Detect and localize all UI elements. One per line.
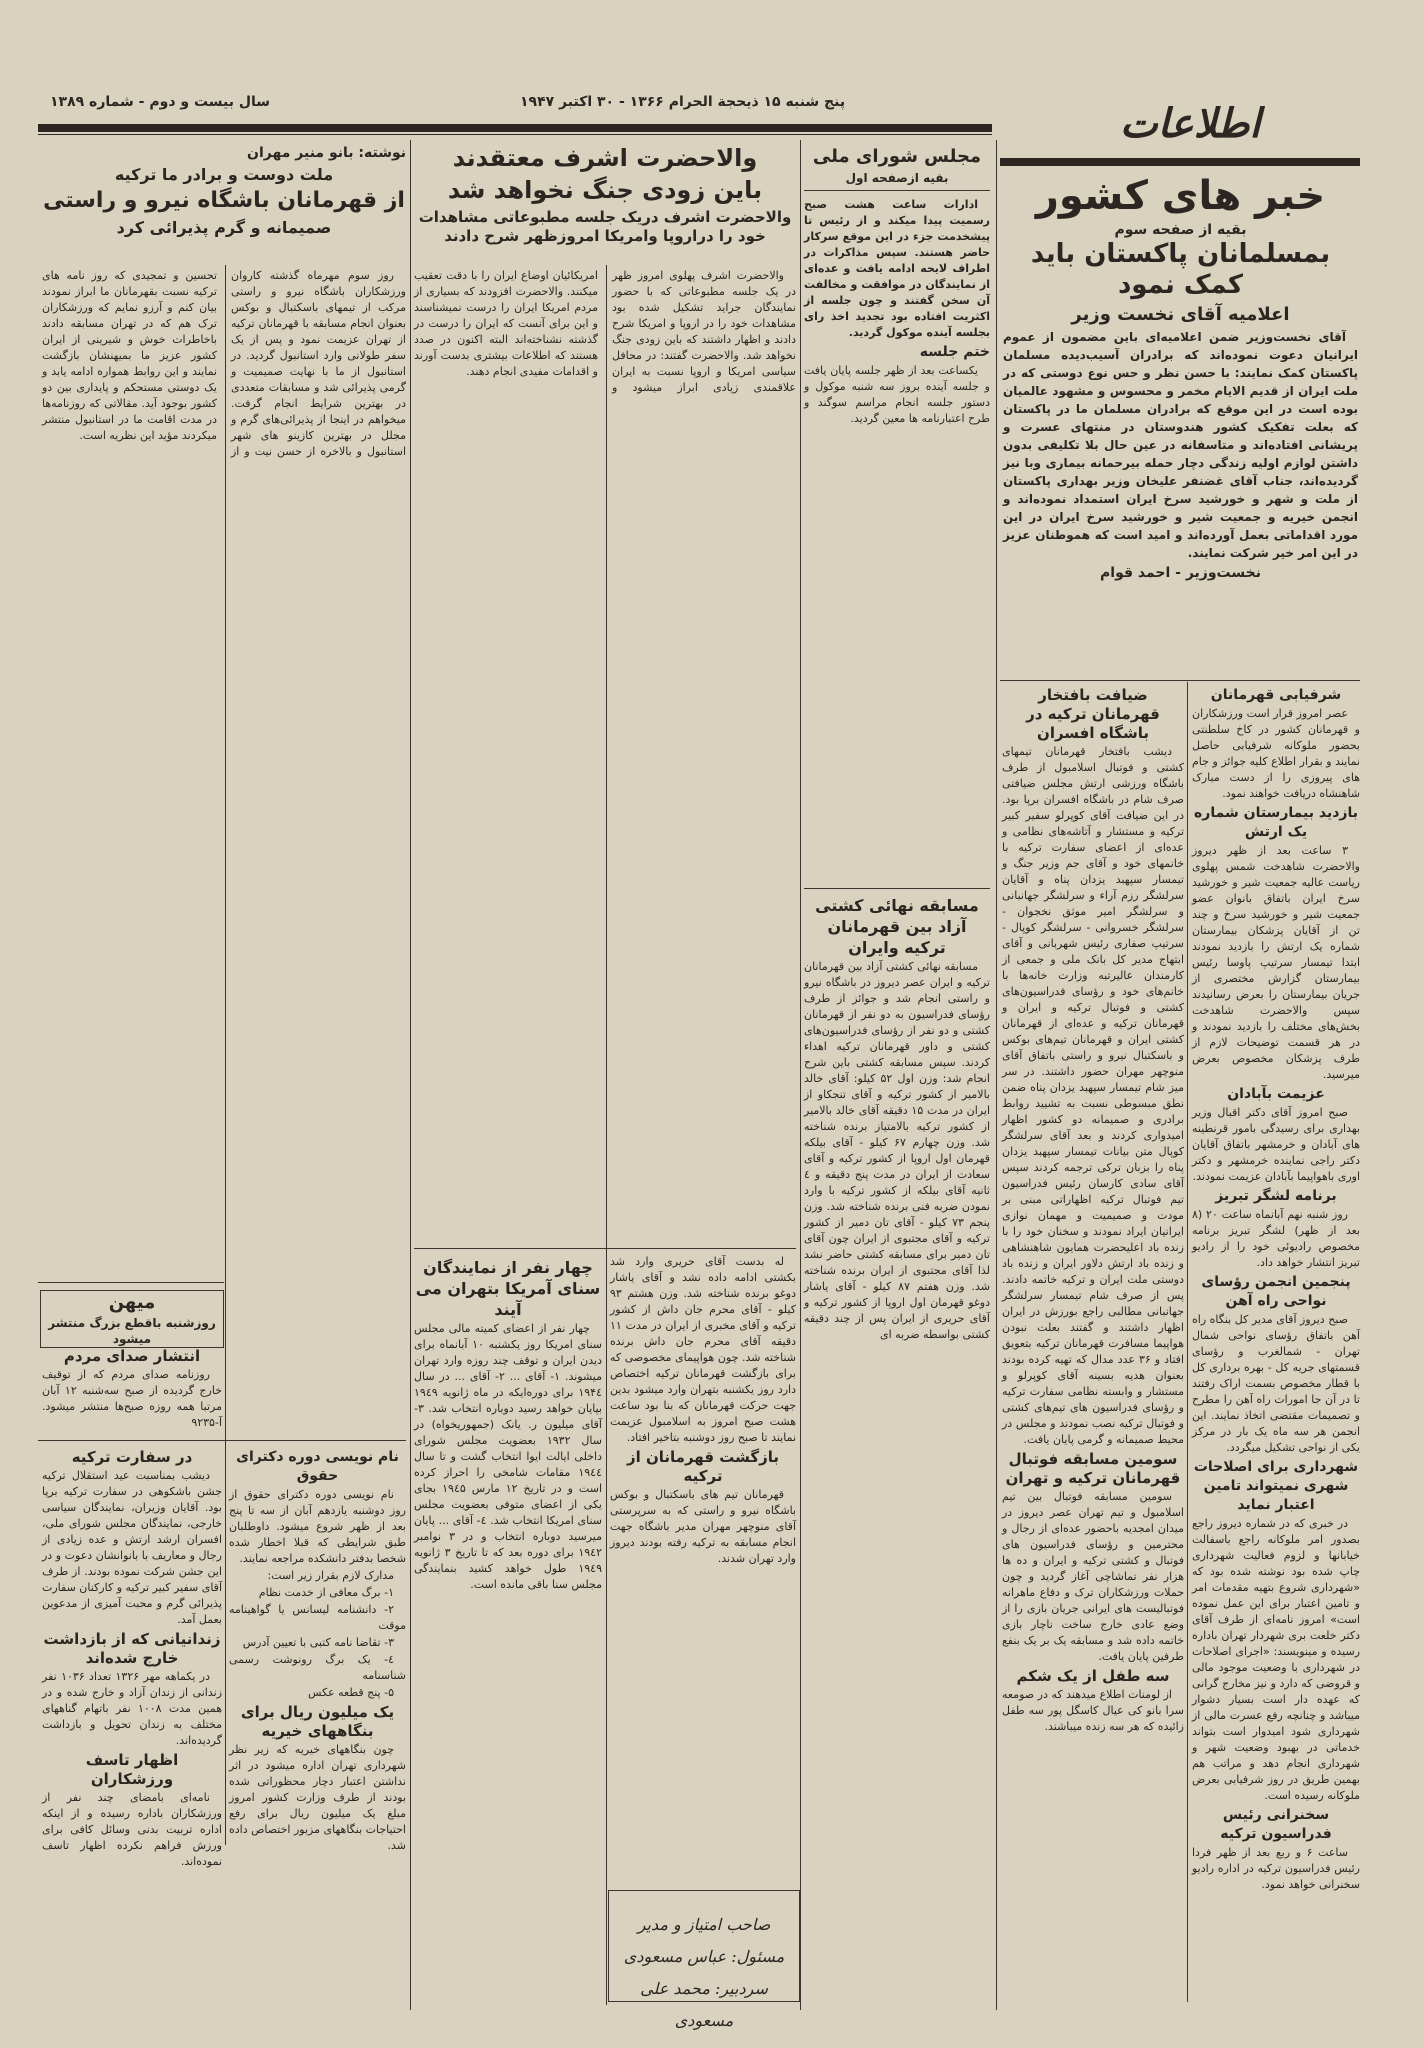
column-divider [1187, 682, 1188, 2002]
headline: والاحضرت اشرف معتقدند [452, 144, 758, 172]
headline: از قهرمانان باشگاه نیرو و راستی [43, 188, 405, 213]
section-divider [804, 888, 990, 889]
headline: سخنرانی رئیس فدراسیون ترکیه [1220, 1807, 1332, 1842]
headline: شرفیابی قهرمانان [1210, 687, 1342, 703]
headline: سومین مسابقه فوتبال قهرمانان ترکیه و تهران [1005, 1450, 1181, 1487]
continued-label: بقیه ازصفحه اول [804, 170, 990, 191]
article-railway [1192, 1273, 1360, 1456]
article-body: در یکماهه مهر ۱۳۲۶ تعداد ۱۰۳۶ نفر زندانی از زندان آزاد و خارج شده و در همین مدت ۱۰۰۸ نفر باتهام گناههای مختلف به زندان تحویل و بازداشت گردیده‌اند. [42, 1670, 222, 1747]
left-news-column [42, 1446, 222, 1871]
article-body: از لومنات اطلاع میدهند که در صومعه سرا بانو کی عیال کاسگل پور سه طفل زائیده که هر سه زنده میباشند. [1002, 1688, 1184, 1733]
publisher-credit: صاحب امتیاز و مدیر مسئول: عباس مسعودی [623, 1915, 785, 1966]
article-sedaye-mardom [42, 1345, 222, 1432]
article-body: آقای نخست‌وزیر ضمن اعلامیه‌ای باین مضمون از عموم ایرانیان دعوت نموده‌اند که برادران آسیب‌دیده مسلمان پاکستان کمک نمایند: با حسن نظر و حس نوع دوستی که در ملت ایران از قدیم الایام مخمر و محسوس و مشهود عالمیان بوده است در این موقع که برادران مسلمان ما در پاکستان که بعلت تفکیک کشور هندوستان در منتهای عسرت و پریشانی افتاده‌اند و متاسفانه در عین حال بلا تکلیفی بدون داشتن لوازم اولیه زندگی دچار حمله بیرحمانه بیماری وبا نیز گردیده‌اند، جناب آقای غضنفر علیخان وزیر بهداری پاکستان از ملت و شهر و خورشید سرخ ایران استمداد نموده‌اند و انجمن خیریه و جمعیت شیر و خورشید سرخ ایران در این مورد اقداماتی بعمل آورده‌اند و امید است که هموطنان عزیز در این امر خیر شرکت نمایند. [1003, 330, 1358, 560]
article-athletes [42, 1751, 222, 1870]
article-wrestling-final [804, 892, 990, 1344]
article-us-senators [414, 1254, 602, 1594]
documents-item: ۱- برگ معافی از خدمت نظام [258, 1586, 394, 1599]
kicker: ملت دوست و برادر ما ترکیه [114, 165, 334, 184]
article-body: مسابقه نهائی کشتی آزاد بین قهرمانان ترکیه و ایران عصر دیروز در باشگاه نیرو و راستی انجام شد و جوائز از طرف رؤسای فدراسیون به دو نفر از قهرمانان کشتی و دو نفر از رؤسای فدراسیون‌های کشتی و داور قهرمانان ترکیه اهداء کردند. سپس مسابقه کشتی باین شرح انجام شد: وزن اول ۵۲ کیلو: آقای خالد بالامیر از کشور ترکیه و آقای تنجکاو از ایران در مدت ۱۵ دقیقه آقای خالد بالامیر از کشور ترکیه بالامتیاز برنده شناخته شد. وزن چهارم ۶۷ کیلو - آقای بیلکه قهرمان اول اروپا از کشور ترکیه و آقای سعادت از ایران در مدت پنج دقیقه و ٤ ثانیه آقای بیلکه از کشور ترکیه با وارد نمودن ضربه فنی برنده شناخته شد. وزن پنجم ۷۳ کیلو - آقای تان دمیر از کشور ترکیه و آقای مجتبوی از ایران چون آقای تان دمیر برای مسابقه کشتی حاضر نشد لذا آقای مجتبوی از ایران برنده شناخته شد. وزن هفتم ۸۷ کیلو - آقای یاشار دوغو قهرمان اول اروپا از کشور ترکیه و آقای حریری از ایران پس از چند دقیقه کشتی بواسطه ضربه ای [804, 960, 991, 1341]
column-divider [800, 140, 801, 2010]
article-body: روز سوم مهرماه گذشته کاروان ورزشکاران باشگاه نیرو و راستی مرکب از تیمهای باسکتبال و بوکس بعنوان انجام مسابقه با قهرمانان ترکیه از تهران عزیمت نمود و پس از یک سفر طولانی وارد استانبول گردید. در استانبول از ما با نهایت صمیمیت و گرمی پذیرائی شد و مسابقات متعددی در بهترین شرایط انجام گرفت. میخواهم در اینجا از پذیرائی‌های گرم و مجلل در بهترین کازینو های شهر استانبول و بالاخره از حسن نیت و از تحسین و تمجیدی که روز نامه های ترکیه نسبت بقهرمانان ما ابراز نمودند بیان کنم و آرزو نمایم که ورزشکاران ترک هم که در تهران مسابقه دادند باخاطرات خوش و شیرینی از ایران کشور عزیز ما بمیهنشان بازگشت نمایند و این روابط همواره ادامه یابد و یک دوستی مستحکم و پایداری بین دو کشور بوجود آید. مقالاتی که روزنامه‌ها در مدت اقامت ما در استانبول منتشر میکردند مؤید این نظریه است. [42, 269, 406, 458]
article-pakistan-aid [1003, 170, 1358, 584]
article-body: عصر امروز قرار است ورزشکاران و قهرمانان کشور در کاخ سلطنتی بحضور ملوکانه شرفیابی حاصل نمایند و بقرار اطلاع کلیه جوائز و جام های پیروزی را از دست مبارک شاهنشاه دریافت خواهند نمود. [1192, 707, 1360, 800]
headline: مجلس شورای ملی [812, 146, 982, 167]
continued-label: بقیه از صفحه سوم [1114, 222, 1247, 238]
article-hospital-visit [1192, 804, 1360, 1083]
subheadline: والاحضرت اشرف دریک جلسه مطبوعاتی مشاهدات خود را دراروپا وامریکا امروزظهر شرح دادند [418, 208, 792, 245]
headline: بازگشت قهرمانان از ترکیه [626, 1448, 780, 1485]
article-body: روز شنبه نهم آبانماه ساعت ۲۰ (۸ بعد از ظهر) لشگر تبریز برنامه مخصوص رادیوئی خود را از رادیو تبریز انتشار خواهد داد. [1192, 1208, 1360, 1269]
headline: زندانیانی که از بازداشت خارج شده‌اند [43, 1630, 221, 1667]
headline: چهار نفر از نمایندگان سنای آمریکا بتهران می آیند [415, 1258, 601, 1319]
article-abadan [1192, 1085, 1360, 1185]
article-turkey-header [42, 142, 406, 238]
headline: بمسلمانان پاکستان باید کمک نمود [1030, 239, 1331, 300]
documents-item: ۵- پنج قطعه عکس [307, 1686, 394, 1699]
article-officers-club [1002, 686, 1184, 1448]
header-rule-thin [38, 134, 992, 135]
article-federation-speech [1192, 1806, 1360, 1893]
documents-item: ۳- تقاضا نامه کتبی با تعیین آدرس [242, 1636, 394, 1649]
article-body: له بدست آقای حریری وارد شد بکشتی ادامه داده نشد و آقای یاشار دوغو برنده شناخته شد. وزن هشتم ۹۳ کیلو - آقای محرم جان داش از کشور ترکیه و آقای مخبری از ایران در مدت ۱۱ دقیقه آقای محرم جان داش برنده شناخته شد. چون هواپیمای مخصوصی که برای بازگشت قهرمانان ترکیه اختصاص دارد روز یکشنبه بتهران وارد میشود بدین جهت حرکت قهرمانان که بنا بود ساعت هشت صبح امروز به اسلامبول عزیمت نمایند تا صبح روز دوشنبه بتاخیر افتاد. [610, 1255, 796, 1444]
signature: نخست‌وزیر - احمد قوام [1100, 565, 1261, 581]
section-divider [38, 1440, 406, 1441]
article-football [1002, 1450, 1184, 1665]
headline: مسابقه نهائی کشتی آزاد بین قهرمانان ترکیه وایران [815, 896, 979, 957]
article-continuation [610, 1254, 796, 1568]
headline: بازدید بیمارستان شماره یک ارتش [1194, 805, 1358, 840]
article-body: صبح دیروز آقای مدیر کل بنگاه راه آهن باتفاق رؤسای نواحی شمال تهران - شمالغرب و رؤسای قسمتهای جریه کل - بهره برداری کل با قطار مخصوص بسمت اراک رفتند تا در آن جا امورات راه آهن را مطرح و تصمیمات مقتضی اتخاذ نمایند. این انجمن هر سه ماه یک بار در مرکز یکی از نواحی تشکیل میگردد. [1192, 1313, 1360, 1454]
article-body: ساعت ۶ و ربع بعد از ظهر فردا رئیس فدراسیون ترکیه در اداره رادیو سخنرانی خواهد نمود. [1192, 1846, 1360, 1891]
section-divider [1000, 680, 1360, 681]
masthead-logo: اطلاعات [1120, 100, 1261, 147]
documents-item: ٤- یک برگ رونوشت رسمی شناسنامه [229, 1653, 406, 1682]
documents-item: ۲- دانشنامه لیسانس یا گواهینامه موقت [229, 1603, 406, 1632]
article-body: قهرمانان تیم های باسکتبال و بوکس باشگاه نیرو و راستی که به سرپرستی آقای منوچهر مهران مدیر باشگاه جهت انجام مسابقه به ترکیه رفته بودند دیروز وارد تهران شدند. [610, 1488, 796, 1565]
article-triplets [1002, 1667, 1184, 1735]
article-body: یکساعت بعد از ظهر جلسه پایان یافت و جلسه آینده بروز سه شنبه موکول و دستور جلسه انجام مراسم سوگند و طرح اعتبارنامه ها معین گردید. [804, 364, 990, 425]
article-body: روزنامه صدای مردم که از توقیف خارج گردیده از صبح سه‌شنبه ۱۲ آبان مرتبا همه روزه صبح‌ها منتشر میشود. آ-۹۲۳۵ [42, 1368, 222, 1429]
section-title: خبر های کشور [1035, 173, 1326, 219]
article-body: چون بنگاههای خیریه که زیر نظر شهرداری تهران اداره میشود در اثر نداشتن اعتبار دچار محظوراتی شده بودند از طرف وزارت کشور امروز مبلغ یک میلیون ریال برای رفع احتیاجات بنگاههای مزبور اختصاص داده شد. [229, 1743, 406, 1852]
article-body: صبح امروز آقای دکتر اقبال وزیر بهداری برای رسیدگی بامور قرنطینه های آبادان و خرمشهر باتفاق آقایان دکتر راجی نماینده خرمشهر و دکتر اوری باهواپیما بآبادان عزیمت نمودند. [1192, 1106, 1360, 1183]
article-municipality [1192, 1458, 1360, 1804]
article-audience [1192, 686, 1360, 802]
headline: سه طفل از یک شکم [1016, 1667, 1170, 1685]
headline: یک میلیون ریال برای بنگاههای خیریه [240, 1703, 395, 1740]
column-divider [225, 265, 226, 1845]
article-law-doctorate [229, 1448, 406, 1701]
mihan-ad [40, 1290, 224, 1348]
headline: شهرداری برای اصلاحات شهری نمیتواند تامین اعتبار نماید [1193, 1459, 1359, 1513]
article-ashraf-header [414, 142, 796, 247]
editor-credit: سردبیر: محمد علی مسعودی [640, 1979, 768, 2030]
headline: عزیمت بآبادان [1227, 1086, 1325, 1102]
column-divider [996, 140, 997, 2010]
headline: باین زودی جنگ نخواهد شد [447, 176, 763, 204]
news-column-b [1002, 684, 1184, 1736]
article-body: والاحضرت اشرف پهلوی امروز ظهر در یک جلسه مطبوعاتی که با حضور نمایندگان جراید تشکیل شده بود مشاهدات خود را در اروپا و امریکا شرح دادند و اظهار داشتند که باین زودی جنگ نخواهد شد. والاحضرت گفتند: در محافل سیاسی امریکا و اروپا نسبت به ایران علاقمندی زیادی ابراز میشود و امریکائیان اوضاع ایران را با دقت تعقیب میکنند. والاحضرت افزودند که بسیاری از مردم امریکا ایران را درست نمیشناسند و این برای آنست که ایران را درست در گذشته نشناخته‌اند البته اکنون در صدد هستند که اطلاعات بیشتری بدست آورند و اقدامات مفیدی انجام دهند. [414, 269, 796, 394]
section-divider [414, 1248, 796, 1249]
article-body: در خبری که در شماره دیروز راجع بصدور امر ملوکانه راجع باسفالت خیابانها و لزوم فعالیت شهرداری چاپ شده بود نوشته شده بود که «شهرداری شروع بتهیه مقدمات امر و تامین اعتبار برای این عمل نموده است» امروز نامه‌ای از طرف آقای دکتر خلعت بری شهردار تهران باداره رسیده و مینویسند: «اجرای اصلاحات در شهرداری با وضعیت موجود مالی و قروضی که دارد و نیز مخارج گرانی که عهده دار است بسیار دشوار میباشد و چنانچه رفع عسرت مالی از شهرداری شود امیدوار است بتواند خدماتی در بهبود وضعیت شهر و شهرداری انجام دهد و مراتب هم بهمین طریق در روز شرفیابی بعرض ملوکانه رسیده است. [1192, 1517, 1360, 1802]
headline: اظهار تاسف ورزشکاران [85, 1751, 179, 1788]
subheadline: اعلامیه آقای نخست وزیر [1071, 304, 1290, 325]
section-divider [38, 1282, 224, 1283]
left-news-column-2 [229, 1446, 406, 1855]
article-body: نامه‌ای بامضای چند نفر از ورزشکاران باداره رسیده و از اینکه اداره تربیت بدنی وسائل کافی برای ورزش فراهم نکرده اظهار تاسف نموده‌اند. [42, 1791, 222, 1868]
article-embassy [42, 1448, 222, 1628]
subheadline: ختم جلسه [919, 344, 990, 360]
article-body: چهار نفر از اعضای کمیته مالی مجلس سنای امریکا روز یکشنبه ۱۰ آبانماه برای دیدن ایران و توقف چند روزه وارد تهران میشوند. ۱- آقای ... ۲- آقای ... در سال ۱۹۴٤ برای دوره‌ایکه در ماه ژانویه ۱۹٤۹ بپایان خواهد رسید دوباره انتخاب شد. ۳- آقای میلیون ر. یانک (جمهوریخواه) در سال ۱۹۳۲ بعضویت مجلس شورای داخلی ایالت ایوا انتخاب گشت و تا سال ۱۹٤٤ مقامات شامخی را احراز کرده است و در تاریخ ۱۲ مارس ۱۹٤۵ بجای یکی از اعضای متوفی بعضویت مجلس سنای امریکا انتخاب شد. ٤- آقای ... پایان میرسید دوباره انتخاب و در ۳ نوامبر ۱۹٤۲ برای دوره بعد که تا تاریخ ۳ ژانویه ۱۹٤۹ طول خواهد کشید بنمایندگی مجلس سنا باقی مانده است. [414, 1322, 603, 1591]
article-body: سومین مسابقه فوتبال بین تیم اسلامبول و تیم تهران عصر دیروز در میدان امجدیه باحضور عده‌ای از رجال و محترمین و رؤسای فدراسیون های فوتبال و کشتی ترکیه و ایران و ده ها هزار نفر تماشاچی آغاز گردید و چون حملات ورزشکاران ترک و دفاع ماهرانه فوتبالیست های ایرانی جریان بازی را از وضع عادی خارج ساخت ناچار بازی خاتمه داده شد و مسابقه یک بر یک بنفع طرفین پایان یافت. [1002, 1490, 1184, 1663]
headline: نام نویسی دوره دکترای حقوق [236, 1449, 399, 1484]
article-turkey-body [42, 268, 406, 460]
article-tabriz [1192, 1187, 1360, 1271]
article-prisoners [42, 1630, 222, 1749]
byline: نوشته: بانو منیر مهران [247, 145, 406, 161]
article-ashraf-body [414, 268, 796, 396]
ad-title: میهن [108, 1292, 156, 1313]
header-rule [38, 124, 992, 132]
article-body: دیشب بافتخار قهرمانان تیمهای کشتی و فوتبال اسلامبول از طرف باشگاه ورزشی ارتش مجلس ضیافتی صرف شام در باشگاه افسران برپا بود. در این ضیافت آقای کوپرلو سفیر کبیر ترکیه و مستشار و آتاشه‌های نظامی و عده‌ای از اعضای سفارت ترکیه با خانمهای خود و آقای جم وزیر جنگ و تیمسار سپهبد یزدان پناه و آقایان سرلشگر رزم آراء و سرلشگر جهانبانی و سرلشگر امیر موثق نخجوان - سرلشگر خسروانی - سرلشگر کوپال - سرتیپ صفاری رئیس شهربانی و آقای ابتهاج مدیر کل بانک ملی و جمعی از کارمندان عالیرتبه وزارت خانه‌ها با خانم‌های خود و رؤسای فدراسیون‌های کشتی و فوتبال ترکیه و ایران و قهرمانان ترکیه و عده‌ای از قهرمانان کشتی ایران و قهرمانان تیم‌های بوکس و باسکتبال نیرو و راستی باتفاق آقای منوچهر مهران حضور داشتند. در سر میز شام تیمسار سپهبد یزدان پناه ضمن نطق مبسوطی نسبت به تشیید روابط برادری و صمیمانه دو کشور اظهار امیدواری کردند و بعد آقای سرلشگر کوپال متن بیانات تیمسار سپهبد یزدان پناه را بزبان ترکی ترجمه کردند سپس آقای سادی کارسان رئیس فدراسیون تیم فوتبال ترکیه اظهاراتی مبنی بر مودت و صمیمیت و مهمان نوازی ایرانیان ایراد نمودند و سخنان خود را با زنده باد اعلیحضرت همایون شاهنشاهی و زنده باد ارتش دلاور ایران و زنده باد دوستی ملت ایران و ترکیه خاتمه دادند. پس از صرف شام تیمسار سرلشگر جهانبانی مطالبی راجع بورزش در ایران اظهار داشتند و گفتند بعلت نبودن هواپیما مسافرت قهرمانان ترکیه بتعویق افتاد و ۳۶ عدد مدال که تهیه کرده بودند بعنوان هدیه بسینه آقای کوپرلو و مستشار و وابسته نظامی سفارت ترکیه و رؤسای فدراسیون های تیم‌های کشتی و فوتبال ترکیه نصب نمودند و مجلس در محیط صمیمانه و گرمی پایان یافت. [1002, 745, 1184, 1446]
documents-title: مدارک لازم بقرار زیر است: [267, 1569, 394, 1582]
ad-text: روزشنبه باقطع بزرگ منتشر میشود [48, 1316, 216, 1346]
headline: انتشار صدای مردم [63, 1347, 201, 1365]
headline: برنامه لشگر تبریز [1215, 1188, 1337, 1204]
headline: ضیافت بافتخار قهرمانان ترکیه در باشگاه افسران [1026, 686, 1160, 742]
column-divider [410, 140, 411, 2010]
headline: پنجمین انجمن رؤسای نواحی راه آهن [1201, 1274, 1351, 1309]
article-body: نام نویسی دوره دکترای حقوق از روز دوشنبه یازدهم آبان از سه تا پنج بعد از ظهر شروع میشود. داوطلبان طبق شرایطی که قبلا اخطار شده شخصا بدفتر دانشکده مراجعه نمایند. [229, 1488, 406, 1565]
article-body: دیشب بمناسبت عید استقلال ترکیه جشن باشکوهی در سفارت ترکیه برپا بود. آقایان وزیران، نمایندگان سیاسی خارجی، نمایندگان مجلس شورای ملی، افسران ارشد ارتش و عده زیادی از رجال و معاریف با بانوانشان دعوت و در این جشن شرکت نموده بودند. از طرف آقای سفیر کبیر ترکیه و کارکنان سفارت پذیرائی گرم و محبت آمیزی از مدعوین بعمل آمد. [42, 1469, 222, 1626]
news-column-a [1192, 684, 1360, 1894]
headline: در سفارت ترکیه [71, 1448, 193, 1466]
masthead-rule [1000, 158, 1360, 166]
article-charity [229, 1703, 406, 1854]
article-body: ادارات ساعت هشت صبح رسمیت پیدا میکند و از رئیس تا پیشخدمت جزء در این موقع سرکار حاضر هستند. سپس مذاکرات در اطراف لایحه ادامه یافت و عده‌ای از نمایندگان در موافقت و مخالفت آن سخن گفتند و چون جلسه از اکثریت افتاده بود تجدید اخذ رای بجلسه آینده موکول گردید. [804, 198, 990, 339]
column-divider [606, 265, 607, 2005]
article-body: ۳ ساعت بعد از ظهر دیروز والاحضرت شاهدخت شمس پهلوی ریاست عالیه جمعیت شیر و خورشید سرخ ایران باتفاق بانوان عضو جمعیت شیر و خورشید سرخ و چند تن از آقایان پزشکان بیمارستان شماره یک ارتش را بازدید نمودند ابتدا تیمسار سرتیپ پاوسا رئیس بیمارستان گزارش مختصری از جریان بیمارستان را بعرض رسانیدند سپس والاحضرت شاهدخت بخش‌های مختلف را بازدید نمودند و در هر قسمت توضیحات لازم از طرف پزشکان مخصوص بعرض میرسید. [1192, 844, 1360, 1081]
subheadline: صمیمانه و گرم پذیرائی کرد [116, 218, 332, 237]
article-majlis [804, 142, 990, 428]
issue-date: پنج شنبه ۱۵ ذیحجة الحرام ۱۳۶۶ - ۳۰ اکتبر ۱۹۴۷ [520, 94, 846, 110]
imprint-box [608, 1890, 800, 2030]
volume-number: سال بیست و دوم - شماره ۱۳۸۹ [50, 94, 271, 110]
